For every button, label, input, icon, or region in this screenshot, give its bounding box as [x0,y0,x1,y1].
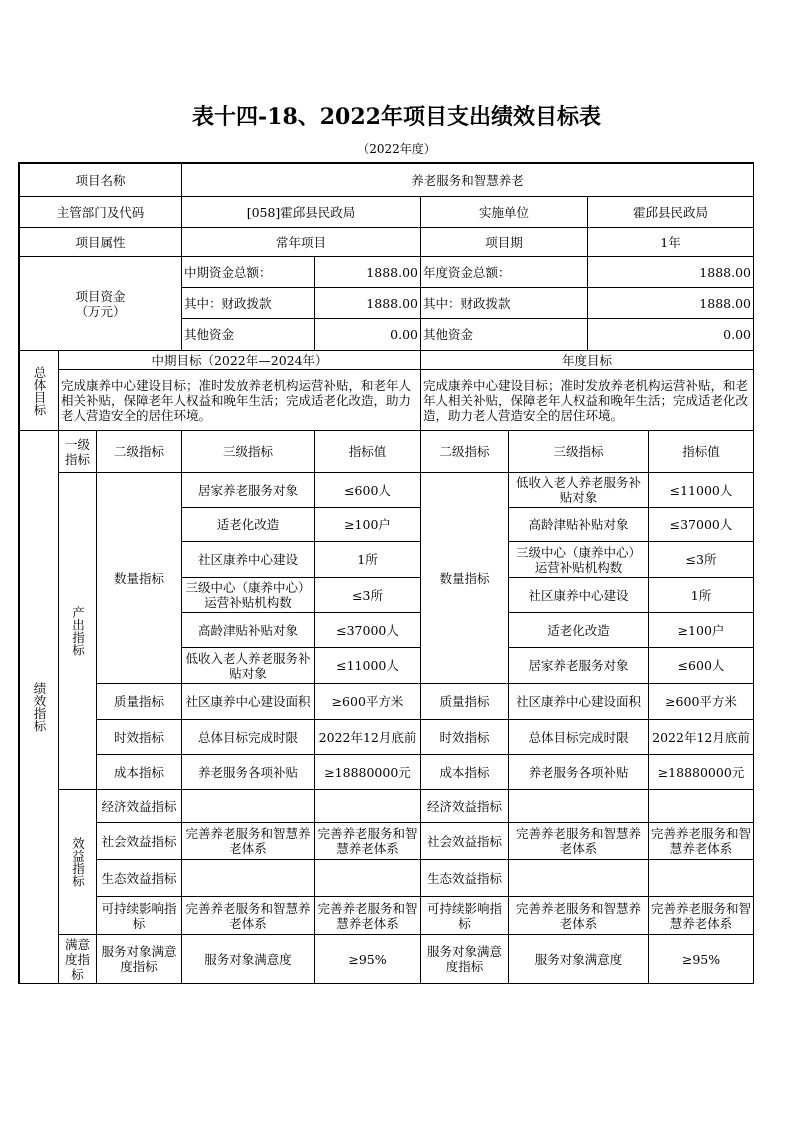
timeliness-indicator [96,719,182,755]
right-level3-cell [508,612,649,648]
left-value-cell [314,859,421,897]
right-level3-cell-text: 完善养老服务和智慧养老体系 [515,826,641,856]
right-level3-cell-text: 服务对象满意度 [534,951,623,967]
project-name-value [181,163,754,197]
left-level3-cell [181,577,315,613]
right-value-cell-text: ≤3所 [685,552,717,567]
left-value-cell [314,719,421,755]
year-goal-text-text: 完成康养中心建设目标；准时发放养老机构运营补贴，和老年人相关补贴，保障老年人权益和晚年生活；完成适老化改造，助力老人营造安全的居住环境。 [423,377,749,423]
right-value-cell-text: 完善养老服务和智慧养老体系 [651,826,752,856]
left-level3-cell-text: 高龄津贴补贴对象 [197,622,298,638]
left-level3-cell [181,896,315,935]
left-value-cell [314,896,421,935]
timeliness-indicator-right-text: 时效指标 [439,729,490,745]
mid-total-value-text: 1888.00 [366,264,418,280]
unit-value-text: 霍邱县民政局 [632,204,708,220]
unit-label-text: 实施单位 [478,204,529,220]
right-level3-cell-text: 高龄津贴补贴对象 [528,517,629,532]
right-level3-cell [508,719,649,755]
mid-fiscal-value [314,287,421,319]
output-indicator [58,472,97,790]
attr-label [19,227,182,257]
benefit-indicator-text: 效益指标 [70,837,86,887]
quantity-indicator-right-text: 数量指标 [439,570,490,586]
service-satisfaction-indicator-text: 服务对象满意度指标 [101,944,177,974]
header-level3 [181,430,315,473]
left-value-cell-text: 1所 [357,552,378,567]
quality-indicator [96,683,182,720]
right-level3-cell [508,472,649,508]
left-value-cell-text: ≤3所 [352,587,383,603]
perf-label [19,430,59,984]
social-indicator-text: 社会效益指标 [101,833,177,849]
mid-total-label-text: 中期资金总额： [184,264,272,280]
sustain-indicator-right-text: 可持续影响指标 [426,900,502,931]
left-value-cell [314,934,421,984]
left-level3-cell-text: 社区康养中心建设面积 [185,694,311,709]
right-value-cell [648,541,754,578]
left-value-cell [314,472,421,508]
dept-label-text: 主管部门及代码 [56,204,145,220]
year-fiscal-label [420,287,588,319]
dept-value-text: [058]霍邱县民政局 [246,204,356,220]
page-title: 表十四-18、2022年项目支出绩效目标表 [192,104,601,130]
cost-indicator-text: 成本指标 [113,764,164,780]
right-value-cell-text: ≤37000人 [669,517,733,532]
right-value-cell-text: ≥100户 [677,622,725,638]
header-value-right-text: 指标值 [682,444,720,459]
sustain-indicator [96,896,182,935]
right-level3-cell [508,754,649,790]
quantity-indicator-right [420,472,509,684]
header-level3-right-text: 三级指标 [553,444,604,459]
left-value-cell [314,754,421,790]
left-level3-cell-text: 低收入老人养老服务补贴对象 [185,650,311,681]
social-indicator [96,822,182,860]
mid-goal-text [58,369,421,431]
timeliness-indicator-right [420,719,509,755]
goals-label [19,350,59,431]
left-level3-cell-text: 总体目标完成时限 [197,729,298,745]
left-level3-cell [181,822,315,860]
left-level3-cell-text: 完善养老服务和智慧养老体系 [185,900,311,931]
right-value-cell [648,859,754,897]
left-level3-cell [181,612,315,648]
right-value-cell [648,507,754,542]
right-value-cell [648,577,754,613]
right-value-cell-text: ≤600人 [677,658,725,673]
quantity-indicator [96,472,182,684]
left-level3-cell-text: 完善养老服务和智慧养老体系 [185,826,311,856]
mid-total-label [181,256,315,288]
left-value-cell-text: 完善养老服务和智慧养老体系 [317,900,418,931]
sustain-indicator-text: 可持续影响指标 [101,900,177,931]
right-value-cell [648,896,754,935]
year-other-label [420,318,588,351]
right-level3-cell [508,859,649,897]
left-level3-cell [181,472,315,508]
mid-fiscal-label [181,287,315,319]
right-level3-cell [508,789,649,823]
quantity-indicator-text: 数量指标 [113,570,164,586]
header-level2 [96,430,182,473]
left-value-cell [314,507,421,542]
left-value-cell-text: ≤11000人 [336,658,399,673]
right-value-cell [648,934,754,984]
right-level3-cell [508,934,649,984]
mid-other-value [314,318,421,351]
left-value-cell [314,612,421,648]
attr-label-text: 项目属性 [75,234,126,250]
left-level3-cell-text: 居家养老服务对象 [197,482,298,498]
year-total-label [420,256,588,288]
left-level3-cell-text: 服务对象满意度 [204,951,292,967]
social-indicator-right-text: 社会效益指标 [426,833,502,849]
year-total-label-text: 年度资金总额： [423,264,511,280]
satisfaction-indicator-text: 满意度指标 [64,936,90,982]
funds-label [19,256,182,351]
right-value-cell-text: 1所 [690,587,712,603]
left-level3-cell-text: 适老化改造 [216,517,280,532]
benefit-indicator [58,789,97,935]
service-satisfaction-indicator [96,934,182,984]
quality-indicator-text: 质量指标 [113,694,164,709]
right-value-cell [648,789,754,823]
right-level3-cell [508,577,649,613]
quality-indicator-right-text: 质量指标 [439,694,490,709]
left-level3-cell [181,683,315,720]
right-value-cell-text: 2022年12月底前 [652,729,750,745]
right-level3-cell [508,822,649,860]
year-goal-header-text: 年度目标 [561,352,612,368]
period-value-text: 1年 [660,234,681,250]
right-level3-cell-text: 养老服务各项补贴 [528,764,629,780]
right-level3-cell-text: 社区康养中心建设面积 [515,694,641,709]
mid-goal-header [58,350,421,370]
eco-indicator-text: 生态效益指标 [101,870,177,886]
year-fiscal-label-text: 其中：财政拨款 [423,295,511,311]
service-satisfaction-indicator-right [420,934,509,984]
right-level3-cell-text: 适老化改造 [547,622,610,638]
right-level3-cell-text: 居家养老服务对象 [528,658,629,673]
right-value-cell [648,612,754,648]
econ-indicator [96,789,182,823]
year-other-value-text: 0.00 [723,327,751,342]
right-level3-cell [508,683,649,720]
project-name-label-text: 项目名称 [75,172,126,188]
funds-label-text: 项目资金 （万元） [75,288,126,319]
right-value-cell [648,754,754,790]
header-value [314,430,421,473]
mid-goal-header-text: 中期目标（2022年—2024年） [151,352,328,368]
unit-label [420,196,588,228]
right-value-cell-text: ≥600平方米 [665,694,737,709]
goals-label-text: 总体目标 [32,365,47,416]
project-name-label [19,163,182,197]
left-value-cell-text: ≥95% [348,951,387,967]
left-level3-cell [181,541,315,578]
left-level3-cell [181,507,315,542]
eco-indicator [96,859,182,897]
right-value-cell [648,472,754,508]
header-level3-text: 三级指标 [222,444,273,459]
econ-indicator-right-text: 经济效益指标 [426,798,502,814]
mid-other-value-text: 0.00 [390,327,418,342]
left-level3-cell [181,754,315,790]
mid-total-value [314,256,421,288]
header-level3-right [508,430,649,473]
right-value-cell-text: ≤11000人 [669,482,733,498]
left-value-cell [314,683,421,720]
service-satisfaction-indicator-right-text: 服务对象满意度指标 [426,944,502,974]
left-level3-cell-text: 三级中心（康养中心）运营补贴机构数 [185,580,311,610]
left-value-cell [314,541,421,578]
period-label [420,227,588,257]
satisfaction-indicator [58,934,97,984]
cost-indicator-right-text: 成本指标 [439,764,490,780]
header-level1 [58,430,97,473]
right-level3-cell-text: 低收入老人养老服务补贴对象 [515,475,641,505]
header-level2-right [420,430,509,473]
left-level3-cell [181,859,315,897]
attr-value-text: 常年项目 [275,234,326,250]
header-level1-text: 一级指标 [64,436,90,467]
header-value-text: 指标值 [348,444,387,459]
left-value-cell-text: ≤600人 [344,482,391,498]
econ-indicator-right [420,789,509,823]
mid-goal-text-text: 完成康养中心建设目标；准时发放养老机构运营补贴，和老年人相关补贴，保障老年人权益和晚年生活；完成适老化改造，助力老人营造安全的居住环境。 [61,377,412,423]
left-value-cell-text: 2022年12月底前 [318,729,417,745]
year-other-label-text: 其他资金 [423,327,474,342]
left-level3-cell-text: 养老服务各项补贴 [197,764,298,780]
mid-other-label-text: 其他资金 [184,327,235,342]
quality-indicator-right [420,683,509,720]
left-value-cell [314,789,421,823]
year-total-value-text: 1888.00 [699,264,751,280]
year-goal-header [420,350,754,370]
left-level3-cell [181,719,315,755]
left-value-cell [314,647,421,684]
right-level3-cell [508,507,649,542]
left-value-cell-text: ≥100户 [344,517,391,532]
perf-label-text: 绩效指标 [32,682,47,732]
left-value-cell [314,822,421,860]
page-subtitle: （2022年度） [357,142,436,156]
left-level3-cell-text: 社区康养中心建设 [197,552,298,567]
mid-other-label [181,318,315,351]
left-value-cell-text: ≥18880000元 [324,764,411,780]
right-value-cell-text: ≥18880000元 [657,764,745,780]
right-value-cell [648,719,754,755]
year-goal-text [420,369,754,431]
social-indicator-right [420,822,509,860]
econ-indicator-text: 经济效益指标 [101,798,177,814]
right-level3-cell [508,541,649,578]
period-label-text: 项目期 [485,234,523,250]
timeliness-indicator-text: 时效指标 [113,729,164,745]
right-value-cell [648,683,754,720]
mid-fiscal-value-text: 1888.00 [366,295,418,311]
left-level3-cell [181,789,315,823]
right-level3-cell-text: 总体目标完成时限 [528,729,629,745]
eco-indicator-right-text: 生态效益指标 [426,870,502,886]
right-value-cell-text: ≥95% [681,951,721,967]
left-value-cell-text: ≤37000人 [336,622,399,638]
dept-label [19,196,182,228]
period-value [587,227,754,257]
left-value-cell-text: ≥600平方米 [331,694,404,709]
header-level2-right-text: 二级指标 [439,444,490,459]
left-level3-cell [181,647,315,684]
left-level3-cell [181,934,315,984]
header-value-right [648,430,754,473]
dept-value [181,196,421,228]
right-level3-cell-text: 三级中心（康养中心）运营补贴机构数 [515,544,641,575]
left-value-cell-text: 完善养老服务和智慧养老体系 [317,826,418,856]
cost-indicator-right [420,754,509,790]
mid-fiscal-label-text: 其中：财政拨款 [184,295,272,311]
cost-indicator [96,754,182,790]
right-value-cell [648,822,754,860]
right-level3-cell [508,647,649,684]
sustain-indicator-right [420,896,509,935]
header-level2-text: 二级指标 [113,444,164,459]
year-fiscal-value [587,287,754,319]
right-level3-cell-text: 社区康养中心建设 [528,587,629,603]
attr-value [181,227,421,257]
right-level3-cell-text: 完善养老服务和智慧养老体系 [515,900,641,931]
year-other-value [587,318,754,351]
left-value-cell [314,577,421,613]
year-fiscal-value-text: 1888.00 [699,295,751,311]
right-value-cell-text: 完善养老服务和智慧养老体系 [651,900,752,931]
eco-indicator-right [420,859,509,897]
year-total-value [587,256,754,288]
right-level3-cell [508,896,649,935]
project-name-value-text: 养老服务和智慧养老 [411,172,524,188]
output-indicator-text: 产出指标 [70,606,86,656]
unit-value [587,196,754,228]
right-value-cell [648,647,754,684]
